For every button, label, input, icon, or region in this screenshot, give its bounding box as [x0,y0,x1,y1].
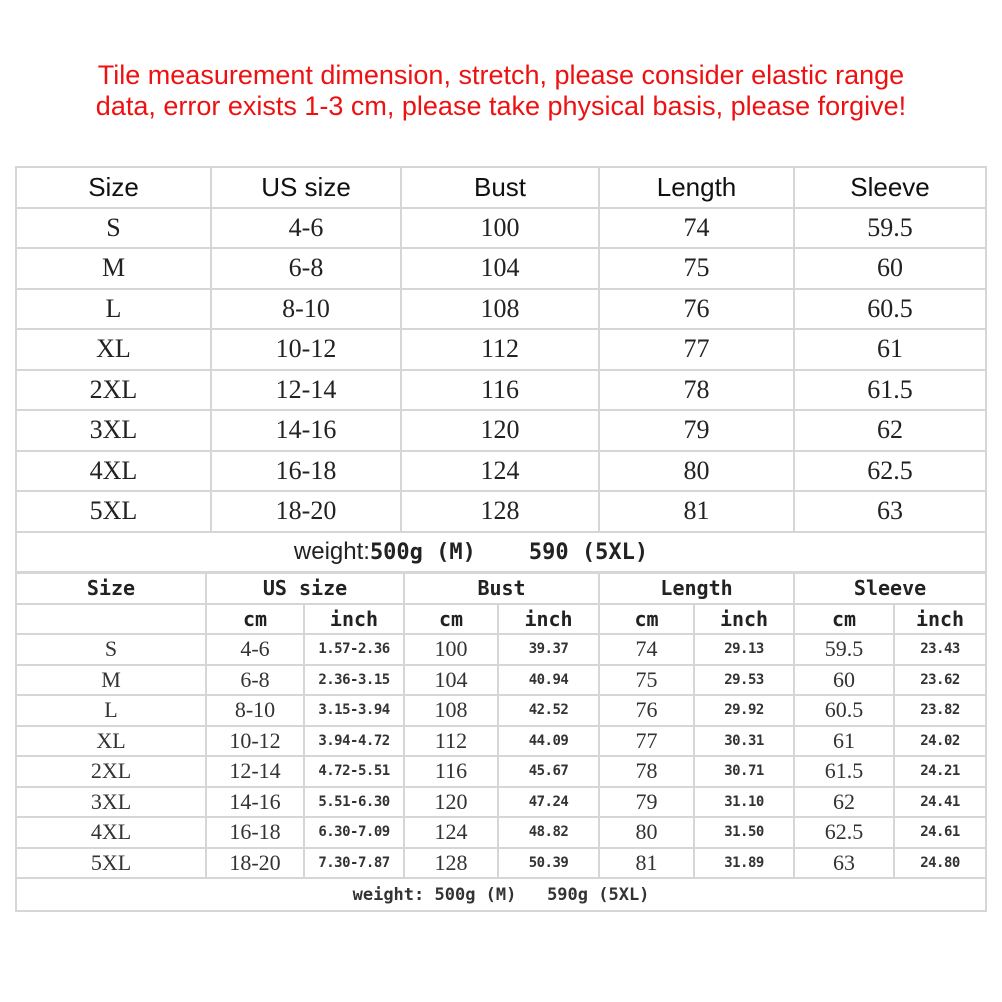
table-cell: 44.09 [498,726,599,757]
table-cell: 78 [599,370,794,411]
table-cell: 112 [401,329,599,370]
table-cell: 3.15-3.94 [304,695,404,726]
table-cell: 8-10 [211,289,401,330]
table-cell: 80 [599,451,794,492]
table-cell: 3XL [16,787,206,818]
table-row [16,491,986,532]
unit-header: inch [894,604,986,635]
table-cell: 78 [599,756,694,787]
table-cell: 62 [794,787,894,818]
table-cell: 75 [599,665,694,696]
table-cell: S [16,208,211,249]
table-cell: 16-18 [211,451,401,492]
table-cell: 81 [599,491,794,532]
table-cell: L [16,695,206,726]
table-cell: 61.5 [794,370,986,411]
table-cell: 50.39 [498,848,599,879]
table-cell: 7.30-7.87 [304,848,404,879]
table-cell: L [16,289,211,330]
table-cell: 61 [794,726,894,757]
table-row [16,451,986,492]
table-cell: 60.5 [794,289,986,330]
table-row [16,726,986,757]
unit-header: inch [304,604,404,635]
table-cell: 29.13 [694,634,794,665]
table-cell: 4.72-5.51 [304,756,404,787]
column-header: Size [16,573,206,604]
column-header: Size [16,167,211,208]
unit-header: inch [694,604,794,635]
table-cell: 31.10 [694,787,794,818]
unit-header: cm [599,604,694,635]
table-cell: 108 [404,695,498,726]
table-cell: 14-16 [206,787,304,818]
table-cell: 3.94-4.72 [304,726,404,757]
weight-cell: weight: 500g (M) 590g (5XL) [16,878,986,911]
table-cell: 10-12 [206,726,304,757]
table-row [16,848,986,879]
table-cell: 100 [401,208,599,249]
table-cell: 24.41 [894,787,986,818]
table-cell: 31.89 [694,848,794,879]
table-cell: 116 [401,370,599,411]
table-cell: 80 [599,817,694,848]
table-cell: 12-14 [211,370,401,411]
column-header: US size [206,573,404,604]
column-header: Bust [404,573,599,604]
table-cell: 39.37 [498,634,599,665]
measurement-notice [0,60,1002,122]
table-row [16,329,986,370]
table-cell: 4XL [16,451,211,492]
table-row [16,695,986,726]
table-cell: 24.61 [894,817,986,848]
table-cell: 75 [599,248,794,289]
notice-line-2: data, error exists 1-3 cm, please take physical basis, please forgive! [95,91,907,121]
size-chart-cm-inch [15,572,987,912]
table-cell: 2.36-3.15 [304,665,404,696]
table-cell: 62.5 [794,451,986,492]
table-cell: 18-20 [211,491,401,532]
column-header: Length [599,573,794,604]
table-cell: 2XL [16,756,206,787]
table-row [16,787,986,818]
column-header: Length [599,167,794,208]
table-cell: 3XL [16,410,211,451]
table-cell: 76 [599,695,694,726]
table-cell: 60.5 [794,695,894,726]
table-cell: 24.02 [894,726,986,757]
table-cell: S [16,634,206,665]
table-cell: 62.5 [794,817,894,848]
table-cell: 120 [401,410,599,451]
table-cell: 59.5 [794,208,986,249]
table-row [16,410,986,451]
table-row [16,817,986,848]
table-cell: 61 [794,329,986,370]
table-cell: 16-18 [206,817,304,848]
column-header: Sleeve [794,573,986,604]
table-cell: 5XL [16,848,206,879]
unit-header: cm [404,604,498,635]
table-cell: 23.82 [894,695,986,726]
unit-header: cm [206,604,304,635]
weight-row [16,532,986,573]
table-cell: 4-6 [211,208,401,249]
table-cell: 63 [794,848,894,879]
table-cell: 6.30-7.09 [304,817,404,848]
table-cell: 31.50 [694,817,794,848]
column-header: Bust [401,167,599,208]
table-cell: 12-14 [206,756,304,787]
table-cell: 5.51-6.30 [304,787,404,818]
unit-header: inch [498,604,599,635]
table-cell: 24.21 [894,756,986,787]
table-cell: XL [16,329,211,370]
table-cell: 76 [599,289,794,330]
table-cell: M [16,248,211,289]
table-row [16,289,986,330]
table-cell: 2XL [16,370,211,411]
table-cell: 18-20 [206,848,304,879]
table-cell: 1.57-2.36 [304,634,404,665]
column-header: US size [211,167,401,208]
table-cell: 8-10 [206,695,304,726]
table-cell: 81 [599,848,694,879]
table-cell: 79 [599,787,694,818]
table-cell: 6-8 [211,248,401,289]
table-cell: 108 [401,289,599,330]
table-cell: 60 [794,248,986,289]
weight-label: weight: [293,537,370,565]
weight-value: 500g (M) 590 (5XL) [369,539,649,565]
table-cell: 30.31 [694,726,794,757]
table-cell: 61.5 [794,756,894,787]
table-cell: 14-16 [211,410,401,451]
table-cell: 124 [401,451,599,492]
table-cell: 29.92 [694,695,794,726]
table-cell: 62 [794,410,986,451]
table-cell: 77 [599,726,694,757]
size-chart-cm [15,166,987,573]
table-row [16,634,986,665]
weight-row [16,878,986,911]
table-cell: 116 [404,756,498,787]
table-row [16,665,986,696]
table-row [16,370,986,411]
table-cell: 74 [599,634,694,665]
notice-line-1: Tile measurement dimension, stretch, please consider elastic range [97,60,905,90]
table-row [16,756,986,787]
table-row [16,208,986,249]
table-cell: 100 [404,634,498,665]
table-cell: 45.67 [498,756,599,787]
table-cell: 40.94 [498,665,599,696]
table-cell: 48.82 [498,817,599,848]
table-cell: 128 [404,848,498,879]
table-cell: 104 [401,248,599,289]
table-cell: 112 [404,726,498,757]
table-cell: 42.52 [498,695,599,726]
header-row [16,573,986,604]
table-cell: M [16,665,206,696]
table-cell: 30.71 [694,756,794,787]
empty-cell [16,604,206,635]
table-cell: 77 [599,329,794,370]
table-cell: XL [16,726,206,757]
table-cell: 10-12 [211,329,401,370]
table-cell: 24.80 [894,848,986,879]
table-cell: 120 [404,787,498,818]
table-cell: 4XL [16,817,206,848]
column-header: Sleeve [794,167,986,208]
table-row [16,248,986,289]
table-cell: 60 [794,665,894,696]
subheader-row [16,604,986,635]
weight-cell [16,532,986,573]
table-cell: 47.24 [498,787,599,818]
header-row [16,167,986,208]
table-cell: 6-8 [206,665,304,696]
table-cell: 59.5 [794,634,894,665]
table-cell: 124 [404,817,498,848]
table-cell: 104 [404,665,498,696]
table-cell: 4-6 [206,634,304,665]
unit-header: cm [794,604,894,635]
table-cell: 29.53 [694,665,794,696]
table-cell: 79 [599,410,794,451]
table-cell: 23.62 [894,665,986,696]
table-cell: 63 [794,491,986,532]
table-cell: 5XL [16,491,211,532]
table-cell: 74 [599,208,794,249]
table-cell: 23.43 [894,634,986,665]
table-cell: 128 [401,491,599,532]
